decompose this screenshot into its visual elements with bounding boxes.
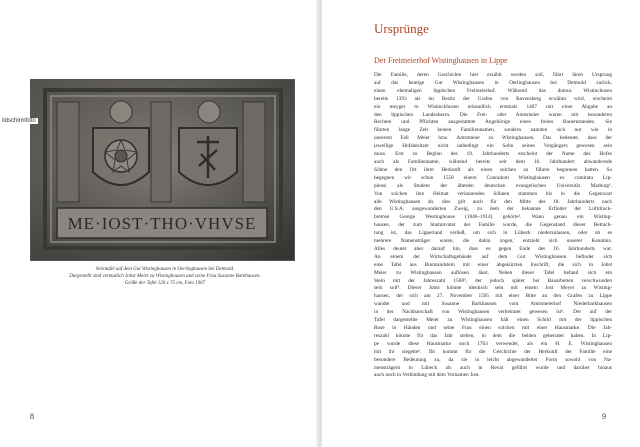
page-number-right: 9	[602, 412, 606, 421]
text-line: führten lange Zeit keinen Familiennamen, sondern nannten sich nur wie in	[374, 127, 612, 134]
text-line: ein meyger to Wistinckhusen urkundlich erstmals 1467 mit einer Abgabe an	[374, 103, 612, 110]
text-line: auf das heutige Gut Wistinghausen in Oerlinghausen bei Detmold zurück,	[374, 79, 612, 86]
text-line: muss. Erst zu Beginn des 19. Jahrhunderts erscheint der Name des Hofes	[374, 151, 612, 158]
text-line: hausen, der zum Stammvater der Familie wurde, die Gegenstand dieser Betrach-	[374, 222, 612, 229]
text-line: bremse George Westinghouse (1846–1914) gehörte². Wann genau ein Wisting-	[374, 214, 612, 221]
text-line: auch als Familienname, während bereits seit dem 16. Jahrhundert abwandernde	[374, 158, 612, 165]
caption-line: Steintafel auf dem Gut Wistinghausen in Oerlinghausen bei Detmold.	[95, 267, 235, 272]
text-line: bereits 1393 als im Besitz der Grafen von Ravensberg erwähnt wird, erscheint	[374, 95, 612, 102]
text-line: jeweilige Hofsbesitzer nicht unbedingt ein Sohn seines Vorgängers gewesen sein	[374, 143, 612, 150]
stone-tablet-image	[31, 80, 294, 260]
text-line: den lippischen Landesherrn. Die Frei- oder Amtsmeier waren mit besonderen	[374, 111, 612, 118]
text-line: Die Familie, deren Geschichte hier erzählt werden soll, führt ihren Ursprung	[374, 72, 612, 78]
text-line: mit ihr siegelte⁶. Ihr kommt für die Geschichte der Herkunft der Familie eine	[374, 348, 612, 355]
text-line: reszahl könnte für das Jahr stehen, in dem die beiden geheiratet haben. In Lip-	[374, 332, 612, 339]
tablet-inscription: ME·IOST·THO·VHVSE	[67, 214, 257, 233]
text-line: An einem der Wirtschaftsgebäude auf dem Gut Wistinghausen befindet sich	[374, 253, 612, 260]
text-line: Meier zu Wistinghausen auflösen lässt. Neben dieser Tafel befand sich ein	[374, 269, 612, 276]
stone-tablet-photo	[30, 79, 295, 261]
text-line: den U.S.A. ausgewanderten Zweig, zu dem der bekannte Erfinder der Luftdruck-	[374, 206, 612, 213]
section-title: Der Freimeierhof Wistinghausen in Lippe	[374, 56, 508, 65]
text-line: in der Nachbarschaft von Wistinghausen verheiratet gewesen ist⁵. Der auf der	[374, 309, 612, 316]
text-line: auch noch in Verbindung mit dem Vornamen Jost.	[374, 372, 480, 379]
text-line: Tafel dargestellte Meier zu Wistinghausen hält einen Schild mit der lippischen	[374, 317, 612, 324]
caption-line: Größe der Tafel 120 x 75 cm, Foto 1967	[124, 281, 206, 286]
text-line: mehrere Namensträger waren, die dahin zogen, entzieht sich unserer Kenntnis.	[374, 238, 612, 245]
photo-caption	[40, 266, 290, 287]
text-line: Alles deutet aber darauf hin, dass es gegen Ende des 16. Jahrhunderts war.	[374, 245, 612, 252]
chapter-title: Ursprünge	[374, 21, 429, 36]
text-line: piensi als Student der ältesten deutschen evangelischen Universität Marburg¹.	[374, 182, 612, 189]
text-line: begegnen wir schon 1558 einem Conradum Wistinghausen ex comitatu Lip-	[374, 174, 612, 181]
text-line: besondere Bedeutung zu, da sie in leicht abgewandelter Form sowohl von Na-	[374, 356, 612, 363]
screenshot-side-label: ildschirmfoto	[2, 118, 36, 124]
text-line: Stein mit der Jahreszahl 1568³, der jedoch später bei Bauarbeiten verschwunden	[374, 277, 612, 284]
text-line: eine Tafel aus Buntsandstein mit einer abgekürzten Inschrift, die sich in Jobst	[374, 261, 612, 268]
body-text	[374, 72, 612, 380]
text-line: tung ist, das Lipperland verließ, um sich in Lübeck niederzulassen, oder ob es	[374, 230, 612, 237]
text-line: pe wurde diese Hausmarke noch 1763 verwendet, als ein H. E. Wistinghausen	[374, 340, 612, 347]
text-line: wandte und mit Susanne Barkhausen vom Amtsmeierhof Niederbarkhausen	[374, 301, 612, 308]
text-line: Rechten und Pflichten ausgestattete Angehörige eines freien Bauernstandes. Sie	[374, 119, 612, 126]
text-line: mensträgern in Lübeck als auch in Reval geführt wurde und darüber hinaus	[374, 364, 612, 371]
text-line: hausen, der sich am 27. November 1595 mit einer Bitte an den Grafen zu Lippe	[374, 293, 612, 300]
text-line: sein soll⁴. Dieser Jobst könnte identisch sein mit einem Jost Meyer zu Wisting-	[374, 285, 612, 292]
text-line: unserem Fall Meier bzw. Amtsmeier zu Wistinghausen. Das bedeutet, dass der	[374, 135, 612, 142]
caption-line: Dargestellt sind vermutlich Jobst Meier zu Wistinghausen und seine Frau Susanne Barkhausen.	[69, 274, 261, 279]
text-line: Von solchen ihre Heimat verlassenden Söhnen stammen bis in die Gegenwart	[374, 190, 612, 197]
text-line: Rose in Händen und seine Frau einen solchen mit einer Hausmarke. Die Jah-	[374, 325, 612, 331]
text-line: einen ehemaligen lippischen Freimeierhof. Während das domus Wistinchusen	[374, 87, 612, 94]
page-number-left: 8	[30, 412, 34, 421]
text-line: Söhne den Ort ihrer Herkunft als einen solchen zu führen begonnen hatten. So	[374, 166, 612, 173]
text-line: alle Wistinghausen ab, dies gilt auch für den Mitte des 18. Jahrhunderts nach	[374, 198, 612, 205]
